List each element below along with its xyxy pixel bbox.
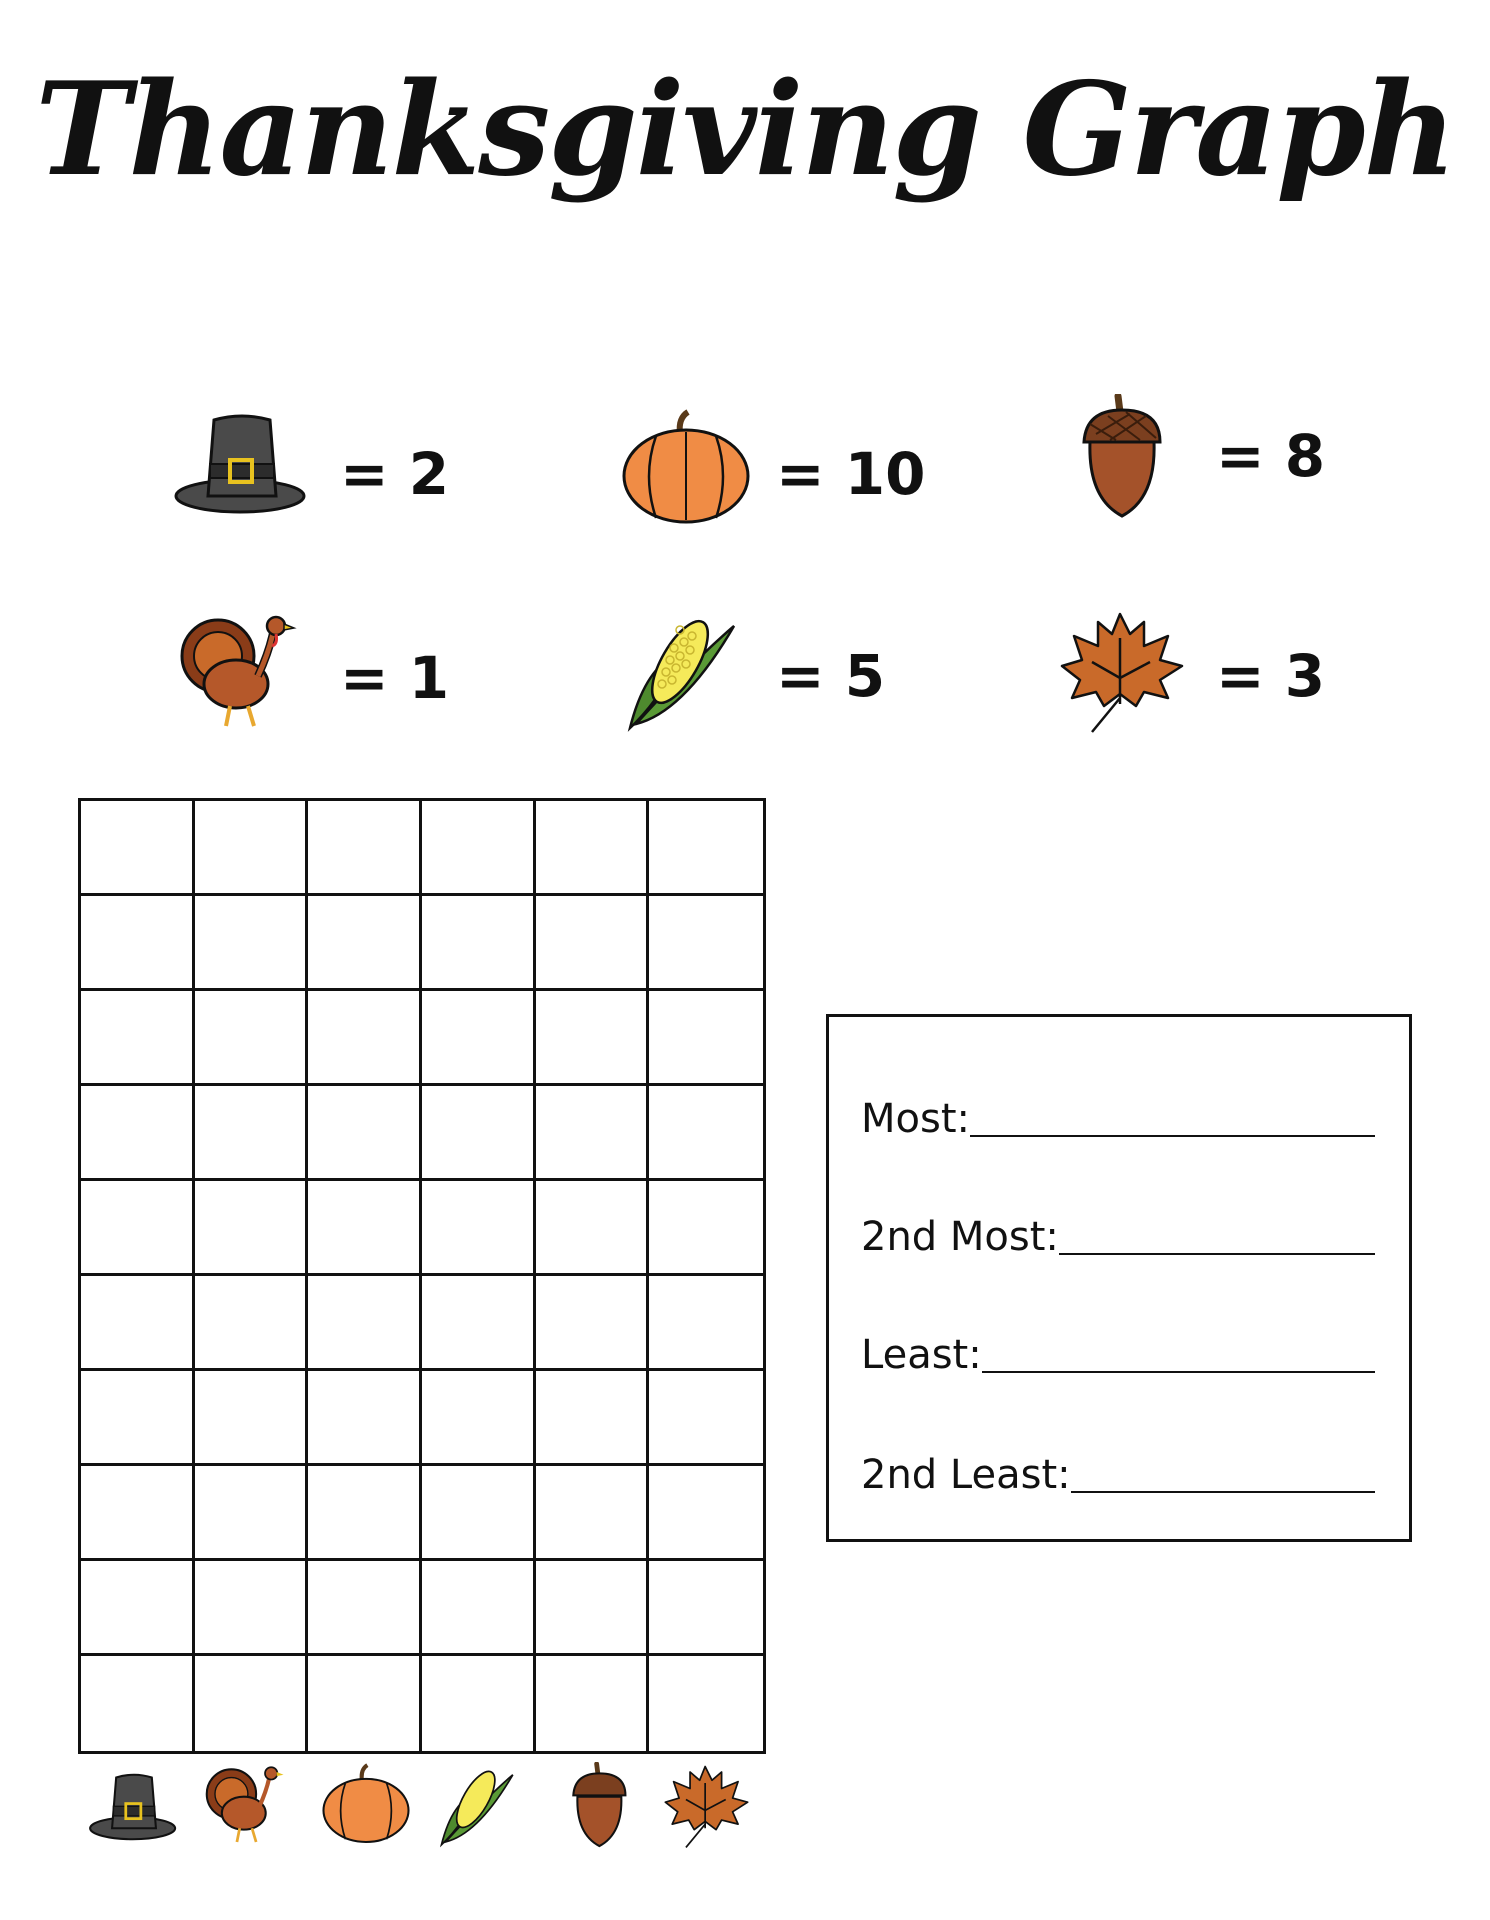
grid-cell[interactable] xyxy=(308,1561,422,1656)
answer-line-most[interactable] xyxy=(970,1134,1375,1137)
key-item-turkey xyxy=(178,610,478,740)
grid-cell[interactable] xyxy=(195,1656,309,1751)
grid-cell[interactable] xyxy=(536,1181,650,1276)
key-label-pumpkin: = 10 xyxy=(776,440,926,508)
grid-cell[interactable] xyxy=(308,801,422,896)
grid-cell[interactable] xyxy=(536,1466,650,1561)
key-item-leaf xyxy=(1060,608,1360,738)
grid-cell[interactable] xyxy=(81,1371,195,1466)
grid-cell[interactable] xyxy=(536,1086,650,1181)
grid-cell[interactable] xyxy=(536,1276,650,1371)
turkey-icon xyxy=(178,610,318,740)
grid-cell[interactable] xyxy=(422,1086,536,1181)
grid-cell[interactable] xyxy=(308,1371,422,1466)
grid-cell[interactable] xyxy=(308,991,422,1086)
grid-cell[interactable] xyxy=(81,1466,195,1561)
key-item-hat xyxy=(172,408,472,538)
grid-cell[interactable] xyxy=(81,1276,195,1371)
answer-row-least[interactable] xyxy=(861,1315,1375,1378)
answer-label-2nd-least: 2nd Least: xyxy=(861,1452,1071,1498)
grid-cell[interactable] xyxy=(81,1561,195,1656)
grid-cell[interactable] xyxy=(422,801,536,896)
grid-cell[interactable] xyxy=(649,896,763,991)
grid-cell[interactable] xyxy=(649,1466,763,1561)
axis-pilgrim-hat-icon xyxy=(86,1762,182,1852)
grid-cell[interactable] xyxy=(649,1656,763,1751)
grid-cell[interactable] xyxy=(195,896,309,991)
pilgrim-hat-icon xyxy=(172,408,312,538)
answer-label-most: Most: xyxy=(861,1096,970,1142)
answer-line-least[interactable] xyxy=(982,1370,1375,1373)
key-label-turkey: = 1 xyxy=(340,644,450,712)
answer-row-2nd-least[interactable] xyxy=(861,1435,1375,1498)
grid-cell[interactable] xyxy=(649,1561,763,1656)
key-item-pumpkin xyxy=(616,408,926,538)
acorn-icon xyxy=(1060,394,1200,524)
grid-cell[interactable] xyxy=(81,1656,195,1751)
grid-cell[interactable] xyxy=(649,1276,763,1371)
corn-icon xyxy=(622,608,762,738)
grid-cell[interactable] xyxy=(422,1276,536,1371)
answer-label-least: Least: xyxy=(861,1332,982,1378)
pictograph-grid[interactable] xyxy=(78,798,766,1754)
axis-turkey-icon xyxy=(204,1762,300,1852)
axis-acorn-icon xyxy=(550,1762,646,1852)
grid-cell[interactable] xyxy=(308,896,422,991)
grid-cell[interactable] xyxy=(195,991,309,1086)
grid-cell[interactable] xyxy=(536,991,650,1086)
grid-cell[interactable] xyxy=(422,1371,536,1466)
grid-cell[interactable] xyxy=(195,1086,309,1181)
grid-cell[interactable] xyxy=(81,801,195,896)
axis-maple-leaf-icon xyxy=(664,1762,760,1852)
answer-row-2nd-most[interactable] xyxy=(861,1197,1375,1260)
maple-leaf-icon xyxy=(1060,608,1200,738)
axis-corn-icon xyxy=(436,1762,532,1852)
grid-cell[interactable] xyxy=(422,1561,536,1656)
axis-pumpkin-icon xyxy=(318,1762,414,1852)
grid-cell[interactable] xyxy=(649,991,763,1086)
grid-cell[interactable] xyxy=(536,801,650,896)
grid-cell[interactable] xyxy=(649,1371,763,1466)
grid-cell[interactable] xyxy=(422,1466,536,1561)
key-label-leaf: = 3 xyxy=(1216,642,1326,710)
grid-cell[interactable] xyxy=(308,1181,422,1276)
grid-cell[interactable] xyxy=(195,1276,309,1371)
grid-cell[interactable] xyxy=(308,1656,422,1751)
grid-cell[interactable] xyxy=(536,1656,650,1751)
grid-cell[interactable] xyxy=(195,801,309,896)
grid-cell[interactable] xyxy=(422,991,536,1086)
answer-box xyxy=(826,1014,1412,1542)
key-label-hat: = 2 xyxy=(340,440,450,508)
grid-cell[interactable] xyxy=(536,1371,650,1466)
grid-cell[interactable] xyxy=(649,801,763,896)
answer-row-most[interactable] xyxy=(861,1079,1375,1142)
grid-cell[interactable] xyxy=(81,991,195,1086)
grid-cell[interactable] xyxy=(195,1466,309,1561)
grid-cell[interactable] xyxy=(308,1466,422,1561)
grid-cell[interactable] xyxy=(81,896,195,991)
grid-cell[interactable] xyxy=(649,1086,763,1181)
answer-line-2nd-most[interactable] xyxy=(1059,1252,1375,1255)
grid-cell[interactable] xyxy=(81,1086,195,1181)
key-item-corn xyxy=(622,608,922,738)
grid-cell[interactable] xyxy=(649,1181,763,1276)
grid-cell[interactable] xyxy=(81,1181,195,1276)
answer-label-2nd-most: 2nd Most: xyxy=(861,1214,1059,1260)
key-label-acorn: = 8 xyxy=(1216,422,1326,490)
pumpkin-icon xyxy=(616,408,756,538)
grid-cell[interactable] xyxy=(195,1371,309,1466)
key-item-acorn xyxy=(1060,394,1360,524)
page-title: Thanksgiving Graph xyxy=(35,55,1455,205)
grid-cell[interactable] xyxy=(308,1276,422,1371)
key-label-corn: = 5 xyxy=(776,642,886,710)
grid-cell[interactable] xyxy=(308,1086,422,1181)
grid-cell[interactable] xyxy=(422,896,536,991)
grid-cell[interactable] xyxy=(195,1561,309,1656)
grid-cell[interactable] xyxy=(195,1181,309,1276)
grid-cell[interactable] xyxy=(422,1181,536,1276)
answer-line-2nd-least[interactable] xyxy=(1071,1490,1375,1493)
grid-cell[interactable] xyxy=(536,1561,650,1656)
grid-cell[interactable] xyxy=(422,1656,536,1751)
grid-cell[interactable] xyxy=(536,896,650,991)
